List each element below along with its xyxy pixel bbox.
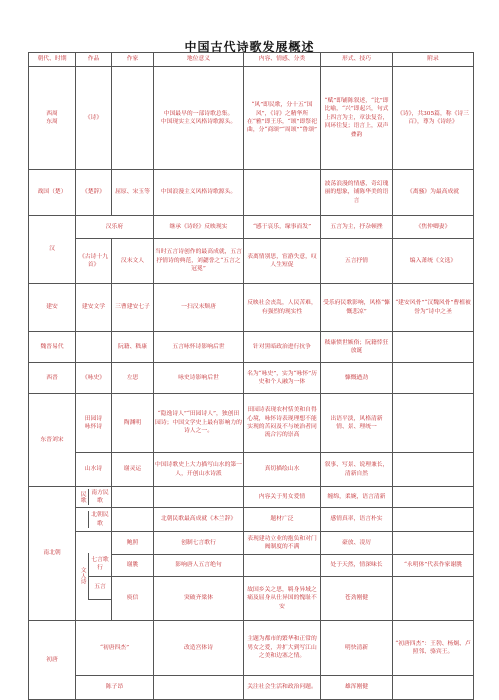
- cell-period: 西晋: [29, 363, 76, 394]
- cell-note: 《诗》，共305篇，称《诗三百》，尊为《诗经》: [393, 67, 474, 170]
- cell-work: 《古诗十九首》: [76, 239, 112, 284]
- cell-note: “建安风骨”“汉魏风骨”曹植被誉为“诗中之圣: [393, 284, 474, 332]
- cell-work: 田园诗 咏怀诗: [76, 394, 112, 453]
- cell-note: 《离骚》为最高成就: [393, 170, 474, 216]
- table-row-dongjin-shanshui: [29, 453, 474, 487]
- cell-note: [393, 453, 474, 487]
- table-row-chu: [29, 170, 474, 216]
- cell-period: 西周 东周: [29, 67, 76, 170]
- header-note: 附录: [393, 53, 474, 67]
- cell-note: [393, 487, 474, 508]
- cell-author: [112, 487, 154, 508]
- table-row-jianan: [29, 284, 474, 332]
- cell-form: 五言抒情: [321, 239, 393, 284]
- cell-note: [393, 363, 474, 394]
- table-row-han-gushi: [29, 239, 474, 284]
- header-work: 作品: [76, 53, 112, 67]
- cell-status: 北朝民歌最高成就《木兰辞》: [154, 508, 244, 532]
- cell-work: 山水诗: [76, 453, 112, 487]
- cell-form: 明快清新: [321, 621, 393, 676]
- cell-author: 庾信: [112, 577, 154, 621]
- cell-content: 主题为都市的繁华和正常的男女之爱，并扩大到写江山之美和边塞之情。: [244, 621, 321, 676]
- cell-author: [112, 67, 154, 170]
- cell-content: [244, 170, 321, 216]
- cell-note: “永明体”代表作家谢朓: [393, 555, 474, 577]
- cell-content: 真切描绘山水: [244, 453, 321, 487]
- cell-work: 《楚辞》: [76, 170, 112, 216]
- cell-work: [76, 332, 112, 363]
- cell-work: 建安文学: [76, 284, 112, 332]
- header-status: 地位意义: [154, 53, 244, 67]
- cell-form: 波荡浪漫的情感，奇幻瑰丽的想象，铺陈华美的语言: [321, 170, 393, 216]
- cell-content: [244, 555, 321, 577]
- cell-content: 名为“咏史”，实为“咏怀”历史和个人融为一体: [244, 363, 321, 394]
- cell-content: 内容关于男女爱情: [244, 487, 321, 508]
- cell-note: [393, 676, 474, 700]
- cell-group: [76, 508, 112, 532]
- cell-status: 中国浪漫主义风格诗歌源头。: [154, 170, 244, 216]
- cell-author: 汉末文人: [112, 239, 154, 284]
- cell-content: 田园诗表现农村恬美和自得心境，咏怀诗表现理想不能实现的苦闷及不与统治者同流合污的崇高: [244, 394, 321, 453]
- header-form: 形式、技巧: [321, 53, 393, 67]
- table-row-zhou: [29, 67, 474, 170]
- cell-note: [393, 532, 474, 555]
- cell-period: 初唐: [29, 621, 76, 700]
- cell-status: 当时五言诗创作的最高成就，五言抒情诗的典范，刘勰誉之“五言之冠冕”: [154, 239, 244, 284]
- cell-form: 受乐府民歌影响，风格“慷慨悲凉”: [321, 284, 393, 332]
- cell-work: 南方民歌: [91, 489, 109, 504]
- header-author: 作家: [112, 53, 154, 67]
- cell-author: 鲍照: [112, 532, 154, 555]
- group-label-wenren: 文人诗: [76, 553, 89, 600]
- cell-form: 叙事、写景、说理兼长，清新自然: [321, 453, 393, 487]
- cell-content: 表现建功立业的抱负和对门阀制度的不满: [244, 532, 321, 555]
- cell-period: 南北朝: [29, 487, 76, 621]
- cell-status: 中国诗歌史上大力描写山水的第一人，开创山水诗派: [154, 453, 244, 487]
- cell-status: 咏史诗影响后世: [154, 363, 244, 394]
- header-content: 内容、情感、分类: [244, 53, 321, 67]
- table-row-qiyan: [29, 532, 474, 555]
- table-row-xijin: [29, 363, 474, 394]
- cell-period: 东晋刘宋: [29, 394, 76, 487]
- page-title: 中国古代诗歌发展概述: [184, 40, 315, 54]
- table-row-chutang-sijie: [29, 621, 474, 676]
- cell-work: 汉乐府: [76, 216, 154, 239]
- header-period: 朝代、时期: [29, 53, 76, 67]
- cell-content: 题材广泛: [244, 508, 321, 532]
- table-row-beichao-minge: [29, 508, 474, 532]
- cell-status: 创制七言歌行: [154, 532, 244, 555]
- cell-work: 陈子昂: [76, 676, 154, 700]
- cell-note: [393, 332, 474, 363]
- cell-period: 战国（楚）: [29, 170, 76, 216]
- cell-content: 表离情别思，宦游失意，叹人生短促: [244, 239, 321, 284]
- cell-author: 屈原、宋玉等: [112, 170, 154, 216]
- cell-period: 魏晋易代: [29, 332, 76, 363]
- header-row: [29, 53, 474, 67]
- cell-group: [76, 487, 112, 508]
- cell-work: 北朝民歌: [91, 512, 109, 527]
- cell-status: [154, 676, 244, 700]
- cell-author: 左思: [112, 363, 154, 394]
- cell-form: 感情真率，语言朴实: [321, 508, 393, 532]
- cell-note: 编入萧统《文选》: [393, 239, 474, 284]
- cell-form: 缠绵，柔婉，语言清新: [321, 487, 393, 508]
- cell-status: 中国最早的一部诗歌总集。 中国现实主义风格诗歌源头。: [154, 67, 244, 170]
- cell-note: [393, 508, 474, 532]
- cell-note: [393, 577, 474, 621]
- cell-content: 针对黑暗政治进行抗争: [244, 332, 321, 363]
- cell-work: “初唐四杰”: [76, 621, 154, 676]
- cell-status: 影响唐人五言绝句: [154, 555, 244, 577]
- cell-group: [76, 532, 112, 621]
- cell-form: 苍劲刚健: [321, 577, 393, 621]
- cell-status: 五言咏怀诗影响后世: [154, 332, 244, 363]
- cell-author: 陶渊明: [112, 394, 154, 453]
- cell-content: 关注社会生活和政治问题。: [244, 676, 321, 700]
- cell-period: 汉: [29, 216, 76, 284]
- table-row-nanchao-minge: [29, 487, 474, 508]
- cell-status: 改造宫体诗: [154, 621, 244, 676]
- cell-status: 继承《诗经》反映现实: [154, 216, 244, 239]
- table-row-weijin: [29, 332, 474, 363]
- cell-form: 豪放、凌厉: [321, 532, 393, 555]
- cell-form: 嵇康愤世嫉俗；阮籍悻狂放诞: [321, 332, 393, 363]
- cell-content: “感于哀乐，缘事而发”: [244, 216, 321, 239]
- cell-status: 突破齐梁体: [154, 577, 244, 621]
- cell-status: 一扫汉末颓唐: [154, 284, 244, 332]
- cell-author: 阮籍、嵇康: [112, 332, 154, 363]
- cell-work: 五言: [89, 577, 111, 600]
- table-row-chutang-chen: [29, 676, 474, 700]
- table-row-dongjin-tianyuan: [29, 394, 474, 453]
- poetry-history-table: [28, 52, 474, 700]
- group-label-minge: 民歌: [76, 489, 89, 506]
- cell-form: 五言为主，抒杂顿挫: [321, 216, 393, 239]
- cell-content: 反映社会丧乱，人民苦难，有强烈的现实性: [244, 284, 321, 332]
- cell-work: 七言歌行: [89, 553, 111, 577]
- cell-author: 三曹建安七子: [112, 284, 154, 332]
- table-row-han-yuefu: [29, 216, 474, 239]
- cell-content: 故国乡关之思，羁身异域之痛及屈身从仕异国的愧耻不安: [244, 577, 321, 621]
- cell-author: [112, 508, 154, 532]
- cell-work: 《咏史》: [76, 363, 112, 394]
- cell-note: 《焦仲卿妻》: [393, 216, 474, 239]
- cell-author: 谢灵运: [112, 453, 154, 487]
- cell-form: “赋”即铺陈叙述，“比”即比喻，“兴”即起兴，句式上四言为主，章法复沓，回环往复；语言上，双声叠韵: [321, 67, 393, 170]
- cell-form: 处于天然，情深味长: [321, 555, 393, 577]
- cell-note: “初唐四杰”：王勃、杨炯、卢照邻、骆宾王。: [393, 621, 474, 676]
- cell-note: [393, 394, 474, 453]
- cell-work: 《诗》: [76, 67, 112, 170]
- cell-form: 出语平淡，风格清新 情、景、理统一: [321, 394, 393, 453]
- cell-form: 慷慨遒劲: [321, 363, 393, 394]
- cell-status: “隐逸诗人”“田园诗人”，独创田园诗；中国文学史上最有影响力的诗人之一。: [154, 394, 244, 453]
- cell-period: 建安: [29, 284, 76, 332]
- cell-form: 雄浑刚健: [321, 676, 393, 700]
- cell-content: “风”即民歌，分十五“国风”，《诗》之精华所在“雅”即王乐，“颂”即祭祀曲，分“商颂”“周颂”“鲁颂”: [244, 67, 321, 170]
- cell-author: 谢朓: [112, 555, 154, 577]
- cell-status: [154, 487, 244, 508]
